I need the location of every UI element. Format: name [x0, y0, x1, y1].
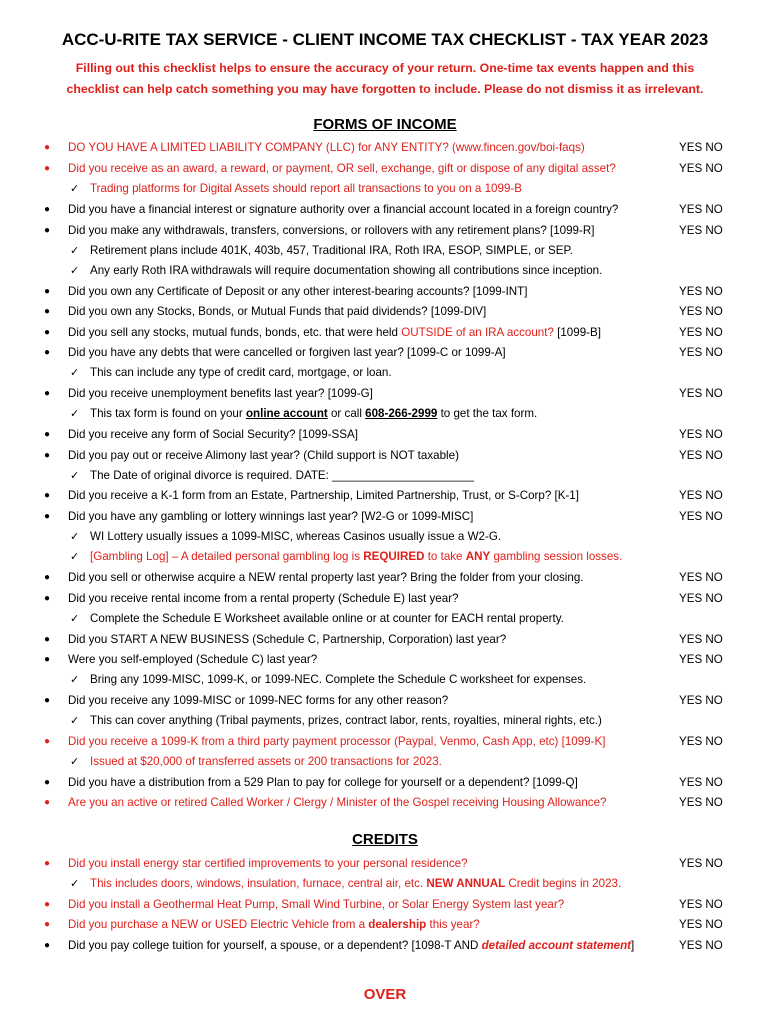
checkmark-icon: ✓	[70, 715, 80, 727]
sub-item	[0, 752, 770, 772]
bullet-icon: ●	[44, 797, 51, 808]
yes-no-options[interactable]: YES NO	[679, 918, 723, 931]
item-text-emphasis: NEW ANNUAL	[426, 877, 506, 890]
sub-item	[0, 241, 770, 261]
bullet-icon: ●	[44, 511, 51, 522]
bullet-icon: ●	[44, 736, 51, 747]
forms-of-income-heading: FORMS OF INCOME	[313, 116, 457, 133]
item-text-part: Credit begins in 2023.	[505, 877, 622, 890]
item-text: Did you make any withdrawals, transfers, conversions, or rollovers with any retirement plans? [1099-R]	[68, 224, 595, 237]
sub-item	[0, 711, 770, 731]
item-text	[90, 404, 537, 424]
item-text-part: This tax form is found on your	[90, 407, 246, 420]
yes-no-options[interactable]: YES NO	[679, 346, 723, 359]
bullet-icon: ●	[44, 347, 51, 358]
list-item	[0, 302, 770, 322]
yes-no-options[interactable]: YES NO	[679, 162, 723, 175]
online-account-link[interactable]: online account	[245, 407, 328, 420]
bullet-icon: ●	[44, 695, 51, 706]
bullet-icon: ●	[44, 388, 51, 399]
bullet-icon: ●	[44, 858, 51, 869]
bullet-icon: ●	[44, 572, 51, 583]
item-text: Did you receive as an award, a reward, or payment, OR sell, exchange, gift or dispose of any digital asset?	[68, 162, 616, 175]
bullet-icon: ●	[44, 593, 51, 604]
item-text	[68, 323, 601, 343]
list-item	[0, 630, 770, 650]
checkmark-icon: ✓	[70, 367, 80, 379]
list-item	[0, 773, 770, 793]
item-text: This can include any type of credit card, mortgage, or loan.	[90, 366, 392, 379]
list-item	[0, 895, 770, 915]
yes-no-options[interactable]: YES NO	[679, 489, 723, 502]
yes-no-options[interactable]: YES NO	[679, 428, 723, 441]
sub-item	[0, 874, 770, 894]
checkmark-icon: ✓	[70, 531, 80, 543]
item-text: DO YOU HAVE A LIMITED LIABILITY COMPANY (LLC) for ANY ENTITY? (www.fincen.gov/boi-faqs)	[68, 141, 585, 154]
item-text-part: this year?	[426, 918, 480, 931]
list-item	[0, 650, 770, 670]
item-text: Did you install energy star certified improvements to your personal residence?	[68, 857, 468, 870]
list-item	[0, 732, 770, 752]
checkmark-icon: ✓	[70, 265, 80, 277]
item-text-emphasis: detailed account statement	[481, 939, 632, 952]
phone-number: 608-266-2999	[365, 407, 438, 420]
bullet-icon: ●	[44, 286, 51, 297]
bullet-icon: ●	[44, 777, 51, 788]
item-text-part: gambling session losses.	[490, 550, 623, 563]
sub-item	[0, 404, 770, 424]
item-text: Any early Roth IRA withdrawals will require documentation showing all contributions since inception.	[90, 264, 603, 277]
checkmark-icon: ✓	[70, 674, 80, 686]
bullet-icon: ●	[44, 940, 51, 951]
intro-line-1: Filling out this checklist helps to ensure the accuracy of your return. One-time tax events happen and this	[75, 61, 695, 75]
checkmark-icon: ✓	[70, 408, 80, 420]
item-text: Are you an active or retired Called Worker / Clergy / Minister of the Gospel receiving Housing Allowance?	[68, 796, 607, 809]
list-item	[0, 221, 770, 241]
item-text-part: Did you sell any stocks, mutual funds, bonds, etc. that were held	[68, 326, 402, 339]
item-text-emphasis: REQUIRED	[363, 550, 425, 563]
yes-no-options[interactable]: YES NO	[679, 571, 723, 584]
list-item	[0, 425, 770, 445]
item-text-part: [Gambling Log] – A detailed personal gambling log is	[90, 550, 364, 563]
list-item	[0, 159, 770, 179]
yes-no-options[interactable]: YES NO	[679, 285, 723, 298]
yes-no-options[interactable]: YES NO	[679, 735, 723, 748]
item-text: Did you pay out or receive Alimony last year? (Child support is NOT taxable)	[68, 449, 459, 462]
item-text	[90, 547, 622, 567]
yes-no-options[interactable]: YES NO	[679, 449, 723, 462]
item-text-emphasis: dealership	[368, 918, 427, 931]
item-text-part: or call	[327, 407, 366, 420]
item-text-part: This includes doors, windows, insulation, furnace, central air, etc.	[90, 877, 427, 890]
yes-no-options[interactable]: YES NO	[679, 141, 723, 154]
item-text: Did you receive any 1099-MISC or 1099-NEC forms for any other reason?	[68, 694, 449, 707]
list-item	[0, 793, 770, 813]
bullet-icon: ●	[44, 919, 51, 930]
item-text: Issued at $20,000 of transferred assets or 200 transactions for 2023.	[90, 755, 442, 768]
sub-item	[0, 527, 770, 547]
credits-heading: CREDITS	[352, 831, 418, 848]
list-item	[0, 854, 770, 874]
yes-no-options[interactable]: YES NO	[679, 857, 723, 870]
sub-item	[0, 179, 770, 199]
list-item	[0, 343, 770, 363]
yes-no-options[interactable]: YES NO	[679, 939, 723, 952]
sub-item	[0, 609, 770, 629]
checkmark-icon: ✓	[70, 183, 80, 195]
list-item	[0, 446, 770, 466]
item-text: Did you have any debts that were cancelled or forgiven last year? [1099-C or 1099-A]	[68, 346, 506, 359]
document-title: ACC-U-RITE TAX SERVICE - CLIENT INCOME TAX CHECKLIST - TAX YEAR 2023	[61, 30, 709, 49]
item-text: Retirement plans include 401K, 403b, 457, Traditional IRA, Roth IRA, ESOP, SIMPLE, or SEP.	[90, 244, 573, 257]
item-text: Did you receive any form of Social Security? [1099-SSA]	[68, 428, 358, 441]
checkmark-icon: ✓	[70, 470, 80, 482]
checkmark-icon: ✓	[70, 878, 80, 890]
item-text-part: to get the tax form.	[437, 407, 538, 420]
bullet-icon: ●	[44, 142, 51, 153]
bullet-icon: ●	[44, 654, 51, 665]
item-text: Did you sell or otherwise acquire a NEW rental property last year? Bring the folder from your closing.	[68, 571, 584, 584]
bullet-icon: ●	[44, 163, 51, 174]
item-text: Did you receive rental income from a rental property (Schedule E) last year?	[68, 592, 459, 605]
bullet-icon: ●	[44, 634, 51, 645]
list-item	[0, 200, 770, 220]
sub-item	[0, 466, 770, 486]
checkmark-icon: ✓	[70, 551, 80, 563]
bullet-icon: ●	[44, 490, 51, 501]
item-text: Did you own any Certificate of Deposit or any other interest-bearing accounts? [1099-INT]	[68, 285, 528, 298]
bullet-icon: ●	[44, 899, 51, 910]
item-text: Bring any 1099-MISC, 1099-K, or 1099-NEC. Complete the Schedule C worksheet for expenses.	[90, 673, 587, 686]
list-item	[0, 138, 770, 158]
item-text-emphasis: ANY	[465, 550, 491, 563]
list-item	[0, 936, 770, 956]
yes-no-options[interactable]: YES NO	[679, 592, 723, 605]
bullet-icon: ●	[44, 327, 51, 338]
item-text-part: [1099-B]	[553, 326, 601, 339]
bullet-icon: ●	[44, 204, 51, 215]
bullet-icon: ●	[44, 225, 51, 236]
item-text: Trading platforms for Digital Assets should report all transactions to you on a 1099-B	[90, 182, 522, 195]
bullet-icon: ●	[44, 450, 51, 461]
item-text	[90, 874, 621, 894]
item-text-part: to take	[424, 550, 466, 563]
item-text: Did you own any Stocks, Bonds, or Mutual Funds that paid dividends? [1099-DIV]	[68, 305, 487, 318]
yes-no-options[interactable]: YES NO	[679, 305, 723, 318]
list-item	[0, 915, 770, 935]
yes-no-options[interactable]: YES NO	[679, 776, 723, 789]
yes-no-options[interactable]: YES NO	[679, 224, 723, 237]
item-text: Did you receive a K-1 form from an Estate, Partnership, Limited Partnership, Trust, or S-Corp? [K-1]	[68, 489, 579, 502]
list-item	[0, 568, 770, 588]
yes-no-options[interactable]: YES NO	[679, 694, 723, 707]
list-item	[0, 282, 770, 302]
list-item	[0, 589, 770, 609]
list-item	[0, 507, 770, 527]
item-text: Did you receive a 1099-K from a third party payment processor (Paypal, Venmo, Cash App, etc) [1099-K]	[68, 735, 606, 748]
sub-item	[0, 363, 770, 383]
over-footer: OVER	[363, 986, 407, 1003]
checkmark-icon: ✓	[70, 245, 80, 257]
yes-no-options[interactable]: YES NO	[679, 898, 723, 911]
item-text: Did you have a financial interest or signature authority over a financial account located in a foreign country?	[68, 203, 619, 216]
list-item	[0, 323, 770, 343]
yes-no-options[interactable]: YES NO	[679, 326, 723, 339]
item-text-part: Did you pay college tuition for yourself, a spouse, or a dependent? [1098-T AND	[68, 939, 482, 952]
item-text	[68, 936, 634, 956]
item-text-part: Did you purchase a NEW or USED Electric Vehicle from a	[68, 918, 369, 931]
item-text: Did you receive unemployment benefits last year? [1099-G]	[68, 387, 373, 400]
item-text: Were you self-employed (Schedule C) last year?	[68, 653, 318, 666]
yes-no-options[interactable]: YES NO	[679, 387, 723, 400]
item-text: This can cover anything (Tribal payments, prizes, contract labor, rents, royalties, mineral rights, etc.)	[90, 714, 602, 727]
checkmark-icon: ✓	[70, 613, 80, 625]
checkmark-icon: ✓	[70, 756, 80, 768]
bullet-icon: ●	[44, 429, 51, 440]
item-text: Did you START A NEW BUSINESS (Schedule C, Partnership, Corporation) last year?	[68, 633, 507, 646]
item-text-highlight: OUTSIDE of an IRA account?	[401, 326, 554, 339]
yes-no-options[interactable]: YES NO	[679, 653, 723, 666]
item-text: Did you install a Geothermal Heat Pump, Small Wind Turbine, or Solar Energy System last year?	[68, 898, 565, 911]
item-text: WI Lottery usually issues a 1099-MISC, whereas Casinos usually issue a W2-G.	[90, 530, 502, 543]
yes-no-options[interactable]: YES NO	[679, 510, 723, 523]
item-text: Did you have any gambling or lottery winnings last year? [W2-G or 1099-MISC]	[68, 510, 474, 523]
yes-no-options[interactable]: YES NO	[679, 796, 723, 809]
list-item	[0, 486, 770, 506]
yes-no-options[interactable]: YES NO	[679, 203, 723, 216]
yes-no-options[interactable]: YES NO	[679, 633, 723, 646]
bullet-icon: ●	[44, 306, 51, 317]
sub-item	[0, 670, 770, 690]
intro-line-2: checklist can help catch something you may have forgotten to include. Please do not dismiss it as irrelevant.	[66, 82, 704, 96]
item-text: Complete the Schedule E Worksheet available online or at counter for EACH rental property.	[90, 612, 564, 625]
item-text-part: ]	[631, 939, 635, 952]
sub-item	[0, 261, 770, 281]
list-item	[0, 691, 770, 711]
list-item	[0, 384, 770, 404]
divorce-date-field[interactable]: The Date of original divorce is required. DATE: ______________________	[90, 469, 474, 482]
item-text	[68, 915, 480, 935]
sub-item	[0, 547, 770, 567]
item-text: Did you have a distribution from a 529 Plan to pay for college for yourself or a dependent? [1099-Q]	[68, 776, 578, 789]
intro-text	[38, 58, 732, 100]
